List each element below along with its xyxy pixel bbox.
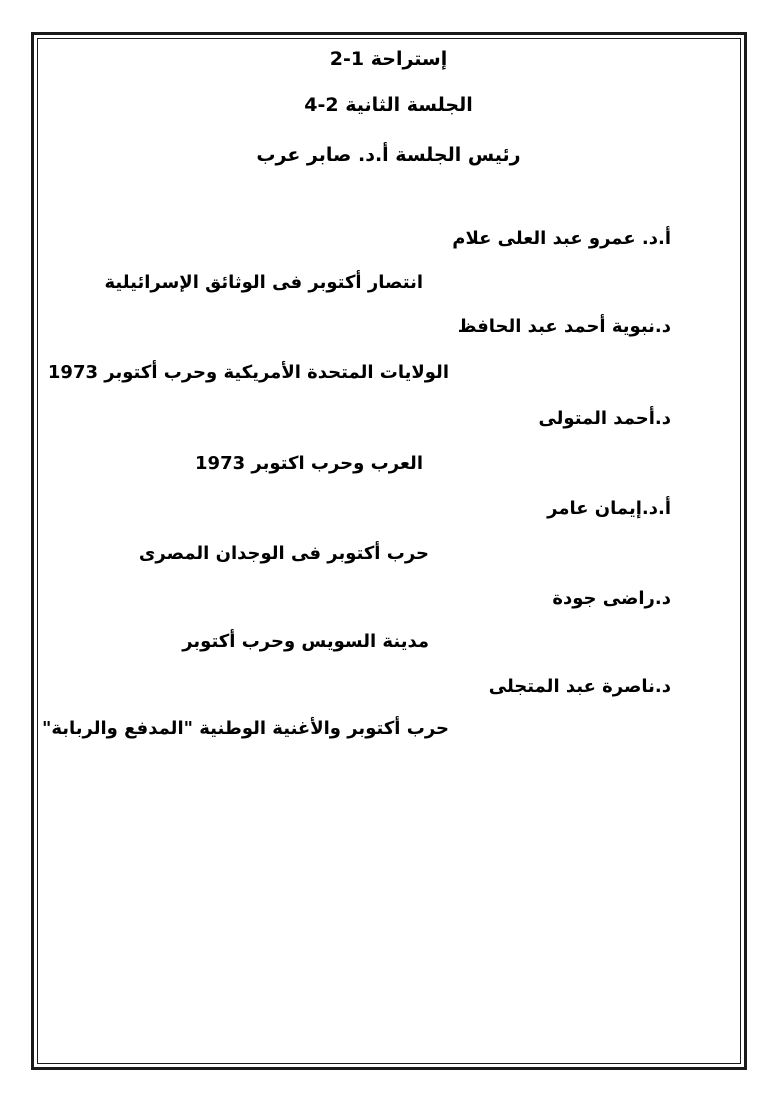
speaker-name-1: أ.د. عمرو عبد العلى علام: [452, 228, 671, 249]
paper-title-4: حرب أكتوبر فى الوجدان المصرى: [138, 543, 429, 564]
speaker-name-4: أ.د.إيمان عامر: [547, 498, 671, 519]
session-chair: رئيس الجلسة أ.د. صابر عرب: [256, 144, 521, 166]
session-label: الجلسة الثانية 2-4: [304, 94, 473, 116]
paper-title-3: العرب وحرب اكتوبر 1973: [195, 453, 423, 474]
paper-title-5: مدينة السويس وحرب أكتوبر: [182, 631, 429, 652]
paper-title-2: الولايات المتحدة الأمريكية وحرب أكتوبر 1973: [47, 362, 449, 383]
speaker-name-6: د.ناصرة عبد المتجلى: [488, 676, 671, 697]
paper-title-6: حرب أكتوبر والأغنية الوطنية "المدفع والربابة": [41, 718, 449, 739]
paper-title-1: انتصار أكتوبر فى الوثائق الإسرائيلية: [104, 272, 423, 293]
break-label: إستراحة 1-2: [329, 48, 448, 70]
speaker-name-3: د.أحمد المتولى: [538, 408, 671, 429]
speaker-name-2: د.نبوية أحمد عبد الحافظ: [457, 316, 671, 337]
speaker-name-5: د.راضى جودة: [552, 588, 671, 609]
